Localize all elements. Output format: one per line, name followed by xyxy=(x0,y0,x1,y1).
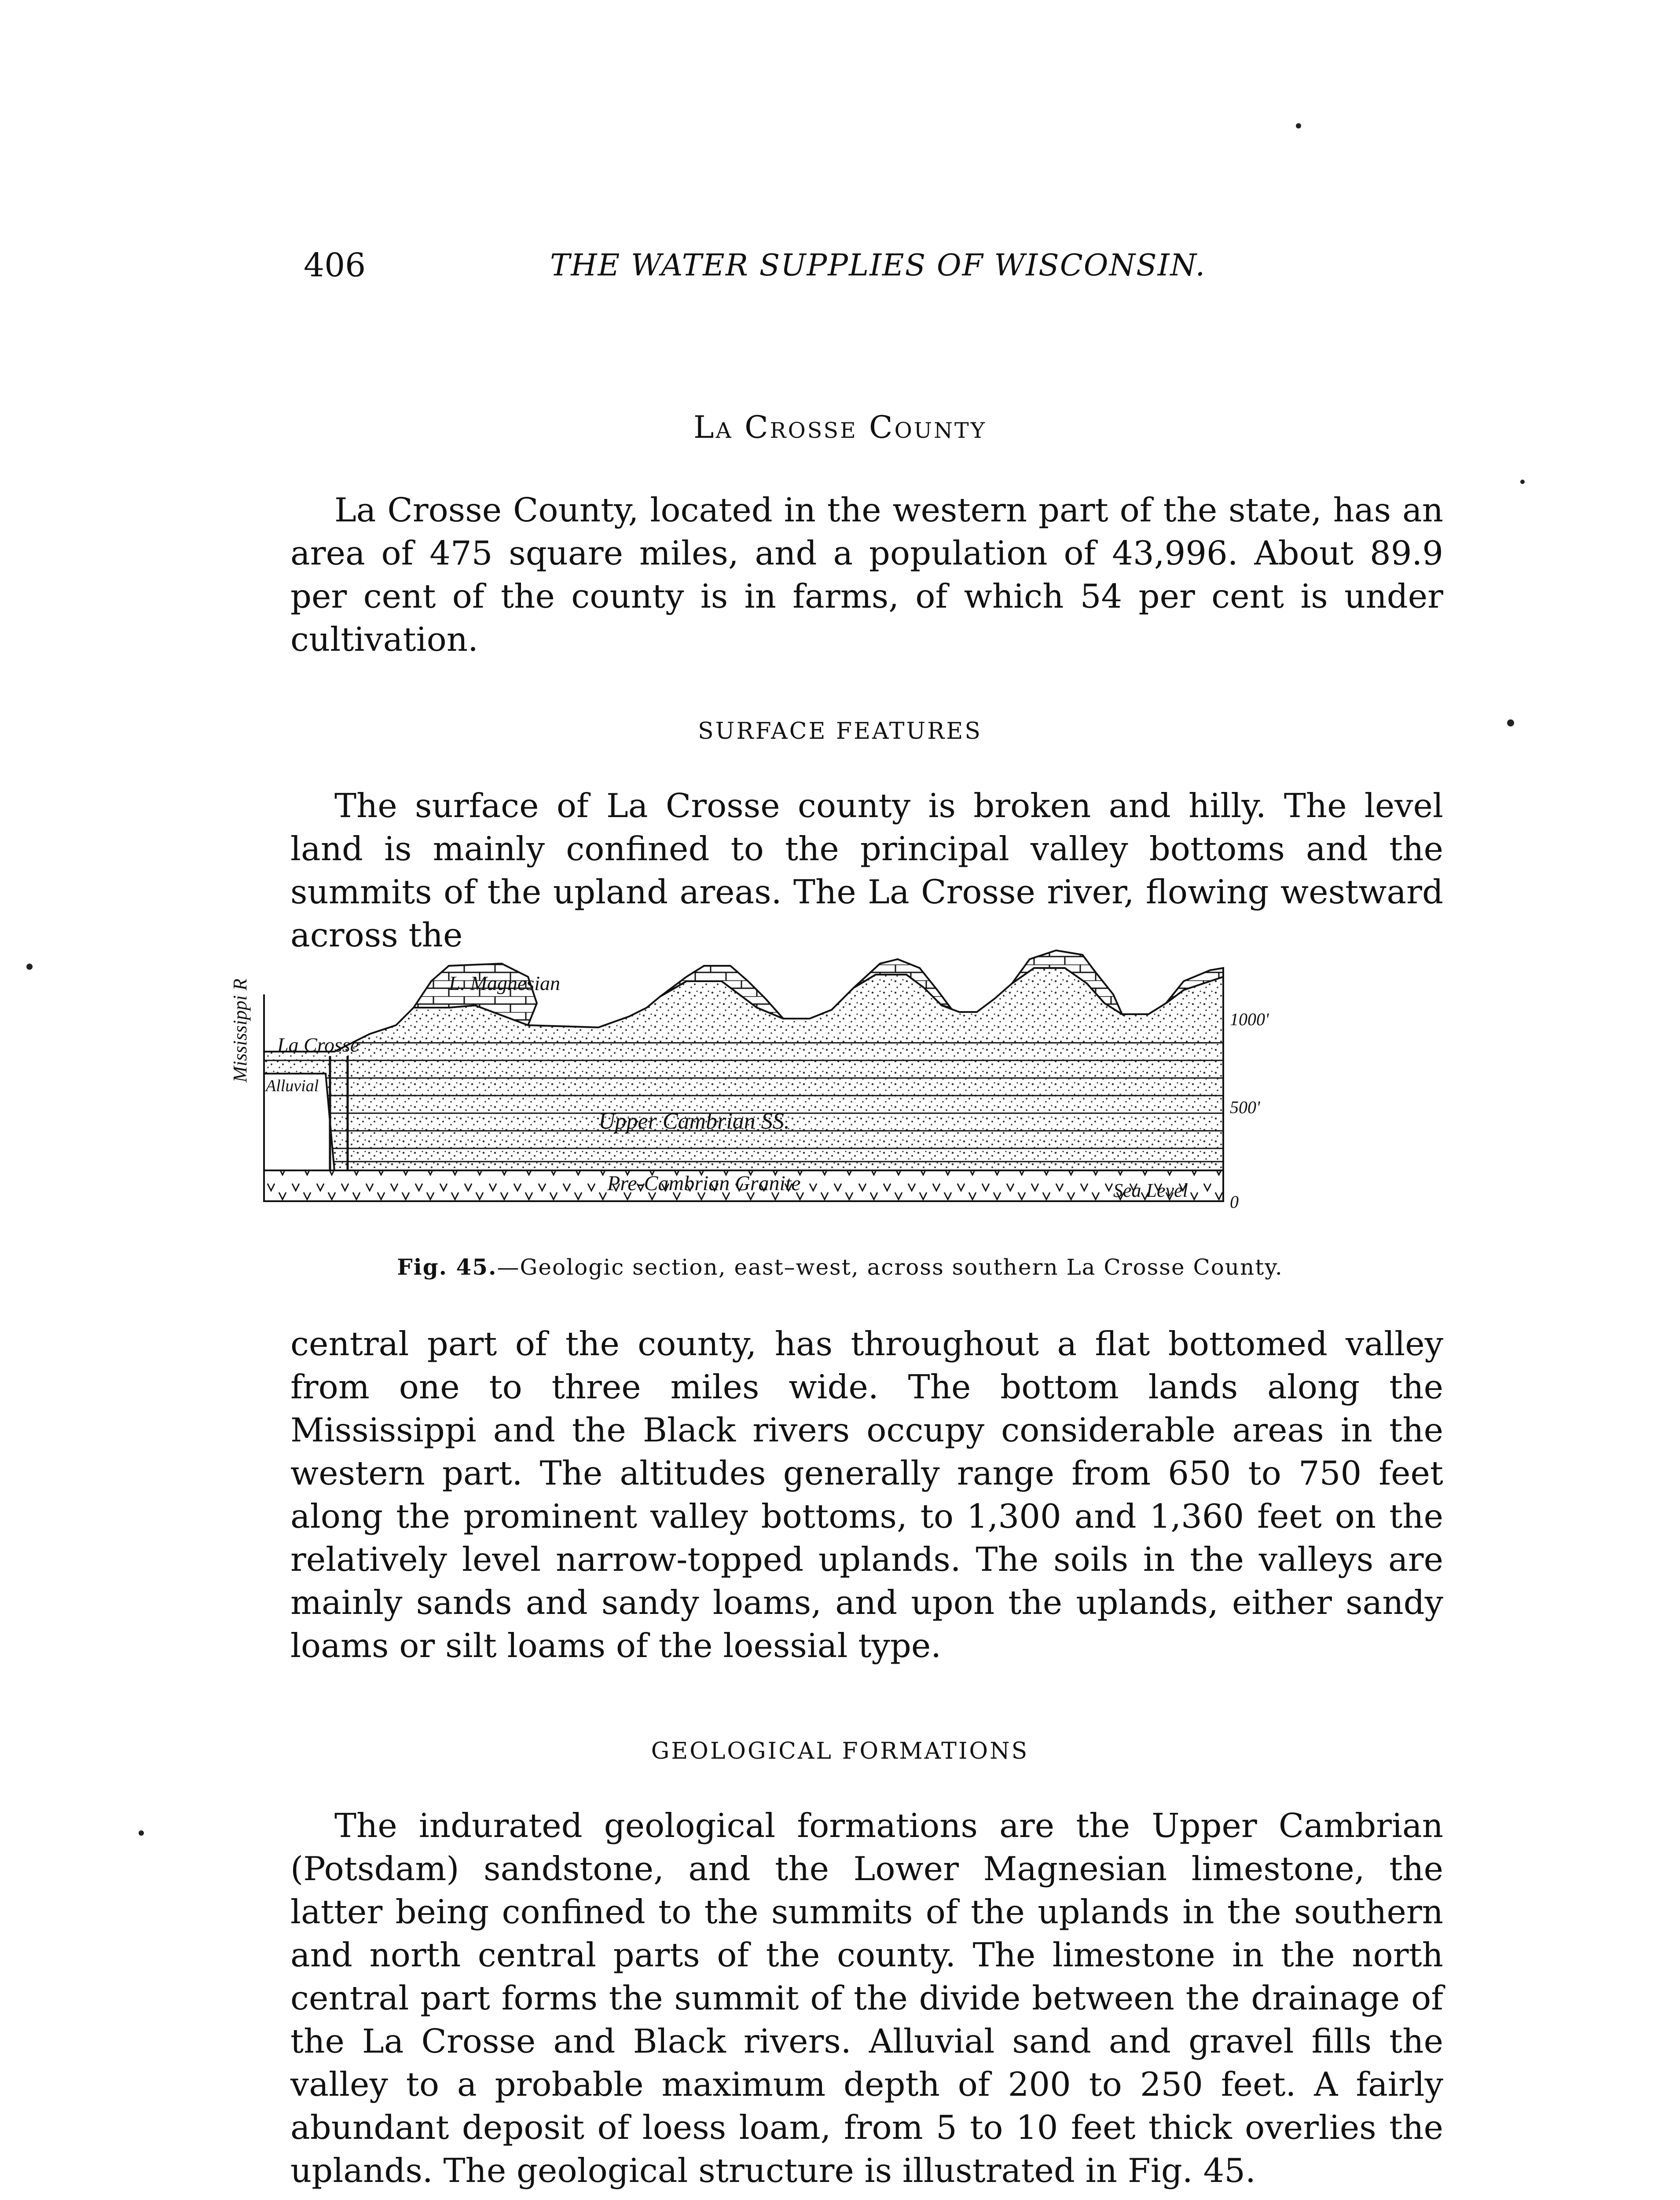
label-sea-level: Sea Level xyxy=(1113,1180,1188,1201)
geologic-section-figure xyxy=(229,933,1443,1241)
figure-caption-text: —Geologic section, east–west, across southern La Crosse County. xyxy=(497,1254,1283,1280)
intro-paragraph: La Crosse County, located in the western part of the state, has an area of 475 square miles, and a population of 43,996. About 89.9 per cent of the county is in farms, of which 54 per cent is under cultivation. xyxy=(290,491,1443,659)
label-elevation-500: 500' xyxy=(1230,1097,1260,1117)
label-mississippi: Mississippi R xyxy=(229,979,251,1082)
surface-features-heading: SURFACE FEATURES xyxy=(698,718,982,744)
geological-formations-heading: GEOLOGICAL FORMATIONS xyxy=(651,1738,1029,1764)
label-la-crosse: La Crosse xyxy=(277,1034,359,1056)
running-head xyxy=(304,246,1456,299)
scan-speck xyxy=(1507,719,1514,726)
figure-caption xyxy=(0,1254,1680,1280)
surface-features-paragraph-2: central part of the county, has throughout a flat bottomed valley from one to three miles wide. The bottom lands along the Mississippi and the Black rivers occupy considerable areas in the western part. The altitudes generally range from 650 to 750 feet along the prominent valley bottoms, to 1,300 and 1,360 feet on the relatively level narrow-topped uplands. The soils in the valleys are mainly sands and sandy loams, and upon the uplands, either sandy loams or silt loams of the loessial type. xyxy=(290,1324,1443,1665)
scan-speck xyxy=(139,1830,144,1836)
label-elevation-1000: 1000' xyxy=(1230,1009,1269,1029)
section-title: La Crosse County xyxy=(693,409,987,445)
geological-formations-paragraph: The indurated geological formations are the Upper Cambrian (Potsdam) sandstone, and the Lower Magnesian limestone, the latter being confined to the summits of the uplands in the southern and north central parts of the county. The limestone in the north central part forms the summit of the divide between the drainage of the La Crosse and Black rivers. Alluvial sand and gravel fills the valley to a probable maximum depth of 200 to 250 feet. A fairly abundant deposit of loess loam, from 5 to 10 feet thick overlies the uplands. The geological structure is illustrated in Fig. 45. xyxy=(290,1806,1443,2190)
figure-caption-label: Fig. 45. xyxy=(397,1254,497,1280)
label-elevation-0: 0 xyxy=(1230,1192,1239,1212)
scan-speck xyxy=(1520,480,1525,484)
running-title: THE WATER SUPPLIES OF WISCONSIN. xyxy=(550,248,1206,283)
label-alluvial: Alluvial xyxy=(266,1077,319,1095)
scan-speck xyxy=(1296,123,1301,128)
label-sandstone: Upper Cambrian SS. xyxy=(598,1109,790,1134)
label-magnesian: L. Magnesian xyxy=(449,972,560,994)
geologic-section-diagram xyxy=(229,933,1443,1241)
page-number: 406 xyxy=(304,246,366,284)
surface-features-paragraph-1: The surface of La Crosse county is broken and hilly. The level land is mainly confined to the principal valley bottoms and the summits of the upland areas. The La Crosse river, flowing westward across the xyxy=(290,786,1443,954)
label-granite: Pre-Cambrian Granite xyxy=(607,1172,801,1195)
scan-speck xyxy=(26,964,33,970)
